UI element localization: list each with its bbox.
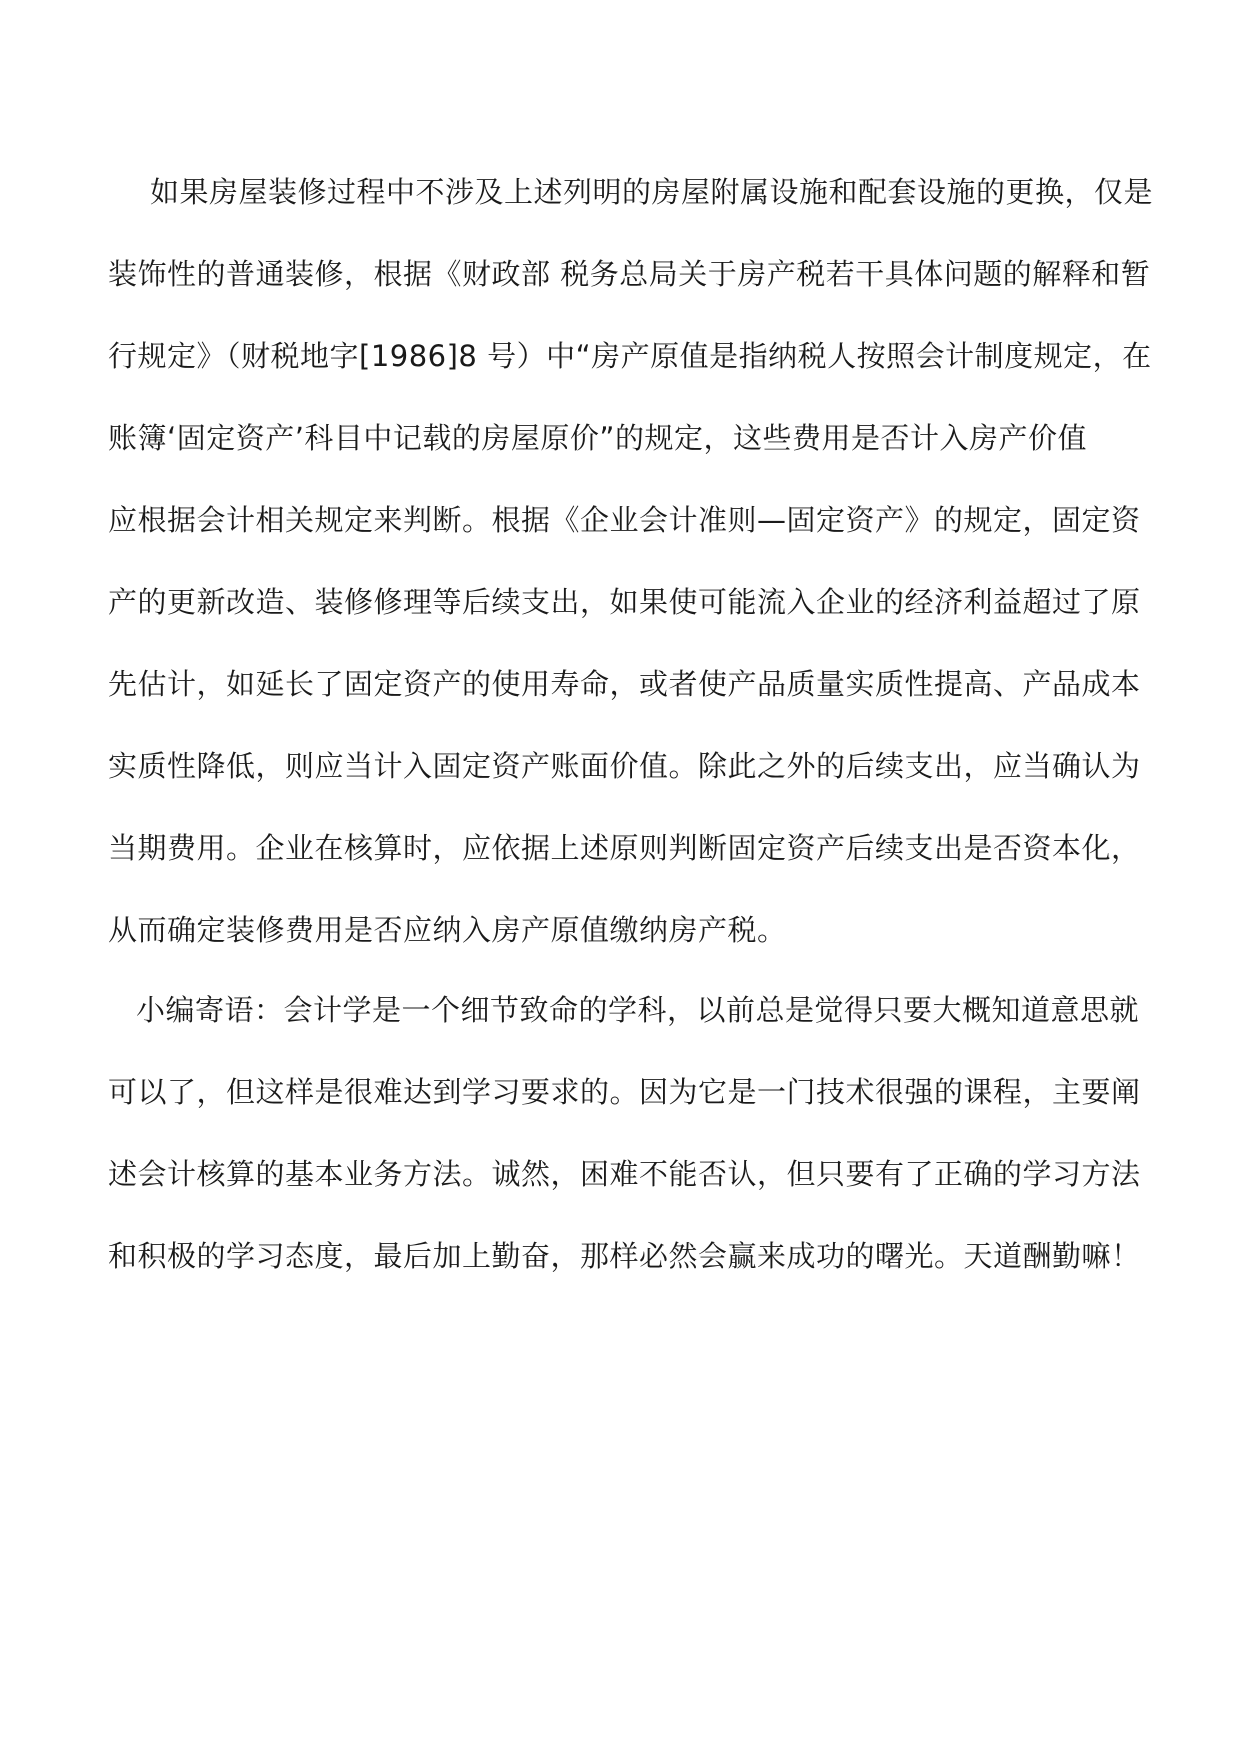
paragraph-line: 账簿‘固定资产’科目中记载的房屋原价”的规定，这些费用是否计入房产价值 xyxy=(108,421,1087,455)
paragraph-line: 如果房屋装修过程中不涉及上述列明的房屋附属设施和配套设施的更换，仅是 xyxy=(150,175,1154,209)
paragraph-line: 行规定》（财税地字[1986]8 号）中“房产原值是指纳税人按照会计制度规定，在 xyxy=(108,339,1152,373)
paragraph-line: 小编寄语：会计学是一个细节致命的学科，以前总是觉得只要大概知道意思就 xyxy=(136,993,1140,1027)
paragraph-line: 当期费用。企业在核算时，应依据上述原则判断固定资产后续支出是否资本化， xyxy=(108,831,1141,865)
paragraph-line: 先估计，如延长了固定资产的使用寿命，或者使产品质量实质性提高、产品成本 xyxy=(108,667,1141,701)
paragraph-line: 实质性降低，则应当计入固定资产账面价值。除此之外的后续支出，应当确认为 xyxy=(108,749,1141,783)
paragraph-line: 应根据会计相关规定来判断。根据《企业会计准则—固定资产》的规定，固定资 xyxy=(108,503,1141,537)
paragraph-line: 和积极的学习态度，最后加上勤奋，那样必然会赢来成功的曙光。天道酬勤嘛！ xyxy=(108,1239,1141,1273)
paragraph-line: 可以了，但这样是很难达到学习要求的。因为它是一门技术很强的课程，主要阐 xyxy=(108,1075,1141,1109)
paragraph-line: 从而确定装修费用是否应纳入房产原值缴纳房产税。 xyxy=(108,913,787,947)
paragraph-line: 述会计核算的基本业务方法。诚然，困难不能否认，但只要有了正确的学习方法 xyxy=(108,1157,1141,1191)
paragraph-line: 产的更新改造、装修修理等后续支出，如果使可能流入企业的经济利益超过了原 xyxy=(108,585,1141,619)
paragraph-line: 装饰性的普通装修，根据《财政部 税务总局关于房产税若干具体问题的解释和暂 xyxy=(108,257,1151,291)
